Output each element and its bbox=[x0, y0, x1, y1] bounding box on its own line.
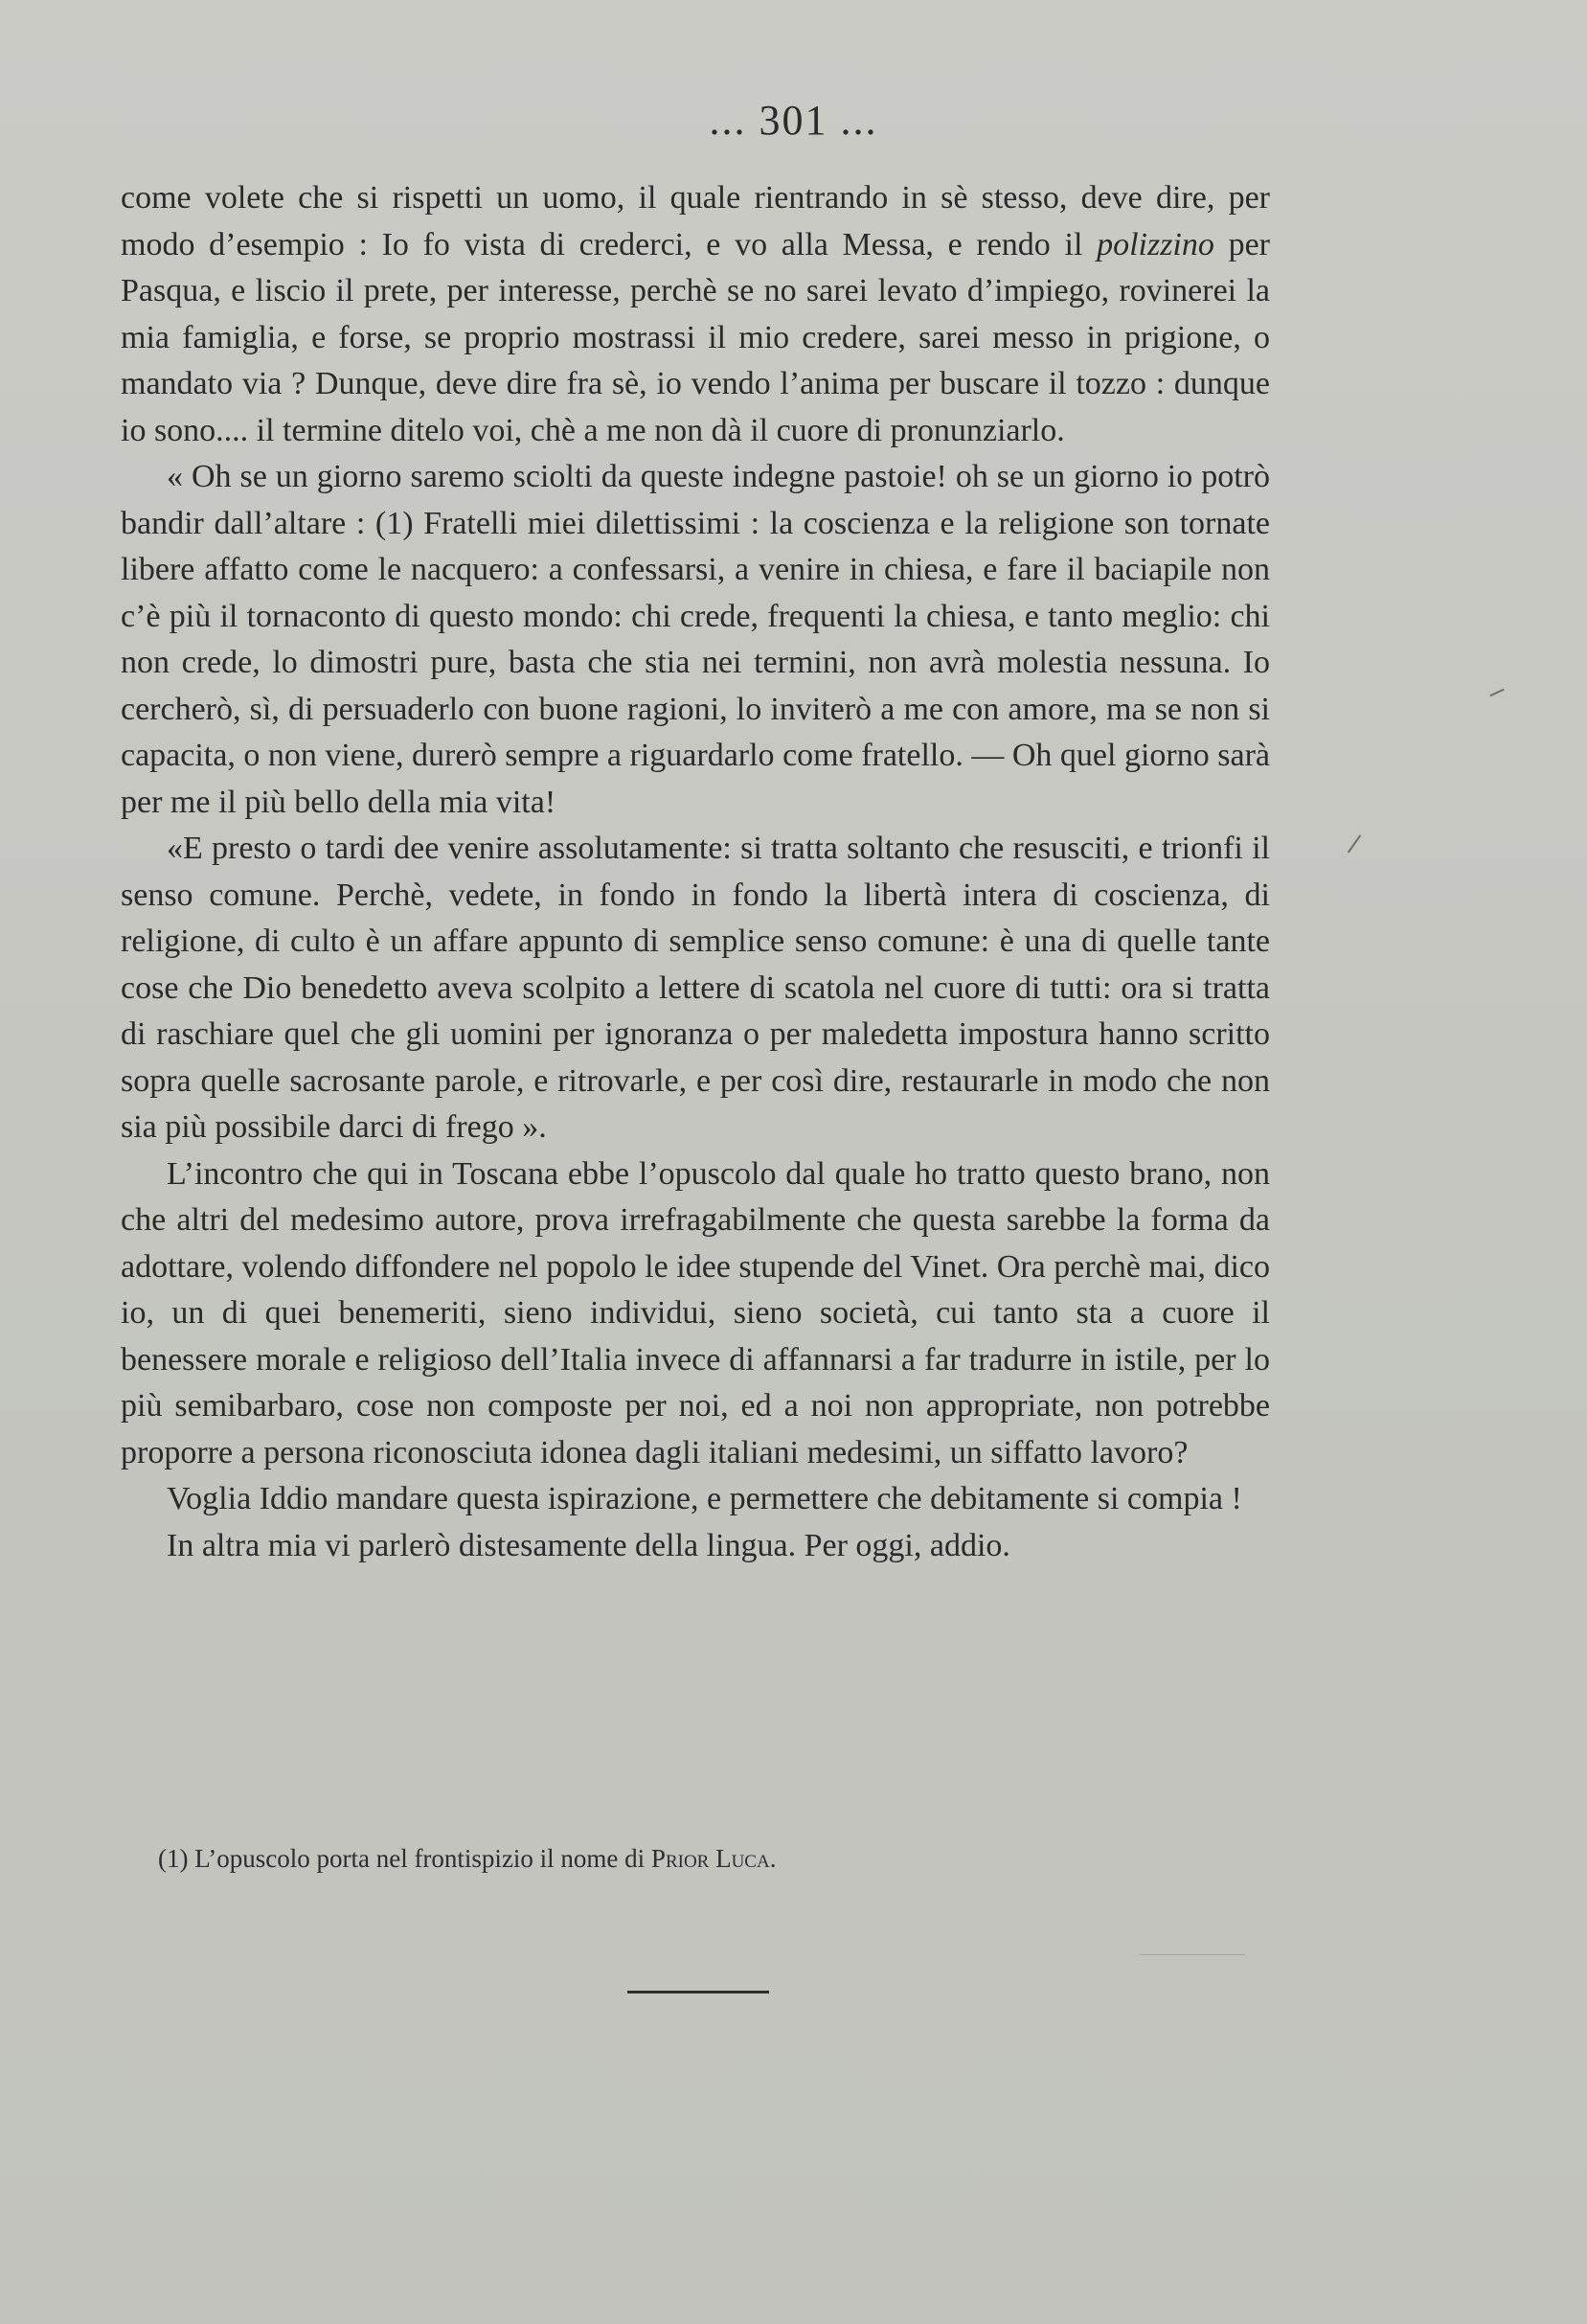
paragraph bbox=[121, 454, 1270, 826]
text-run: come volete che si rispetti un uomo, il quale rientrando in sè stesso, deve dire, per modo d’esempio : Io fo vista di crederci, e vo alla Messa, e rendo il bbox=[121, 180, 1270, 262]
paper-mark bbox=[1489, 689, 1504, 697]
italic-word: polizzino bbox=[1097, 226, 1214, 262]
paper-mark bbox=[1140, 1954, 1245, 1955]
paper-mark bbox=[1348, 834, 1361, 853]
footnote bbox=[158, 1844, 1269, 1874]
paragraph bbox=[121, 175, 1270, 454]
page-number: ... 301 ... bbox=[709, 97, 878, 144]
text-run: In altra mia vi parlerò distesamente della lingua. Per oggi, addio. bbox=[167, 1527, 1010, 1563]
paragraph bbox=[121, 1476, 1270, 1523]
footnote-text: L’opuscolo porta nel frontispizio il nome di bbox=[188, 1844, 651, 1873]
paragraph bbox=[121, 826, 1270, 1151]
paragraph bbox=[121, 1151, 1270, 1477]
footnote-end: . bbox=[769, 1844, 777, 1873]
end-rule bbox=[627, 1991, 769, 1994]
text-run: Voglia Iddio mandare questa ispirazione, e permettere che debitamente si compia ! bbox=[167, 1481, 1242, 1516]
footnote-marker: (1) bbox=[158, 1844, 189, 1873]
paragraph bbox=[121, 1523, 1270, 1570]
footnote-author-name: Prior Luca bbox=[650, 1844, 770, 1873]
text-run: « Oh se un giorno saremo sciolti da queste indegne pastoie! oh se un giorno io potrò bandir dall’altare : (1) Fratelli miei dilettissimi : la coscienza e la religione son tornate libere affatto come le nacquero: a confessarsi, a venire in chiesa, e fare il baciapile non c’è più il tornaconto di questo mondo: chi crede, frequenti la chiesa, e tanto meglio: chi non crede, lo dimostri pure, basta che stia nei termini, non avrà molestia nessuna. Io cercherò, sì, di persuaderlo con buone ragioni, lo inviterò a me con amore, ma se non si capacita, o non viene, durerò sempre a riguardarlo come fratello. — Oh quel giorno sarà per me il più bello della mia vita! bbox=[121, 459, 1270, 820]
text-run: L’incontro che qui in Toscana ebbe l’opuscolo dal quale ho tratto questo brano, non che altri del medesimo autore, prova irrefragabilmente che questa sarebbe la forma da adottare, volendo diffondere nel popolo le idee stupende del Vinet. Ora perchè mai, dico io, un di quei benemeriti, sieno individui, sieno società, cui tanto sta a cuore il benessere morale e religioso dell’Italia invece di affannarsi a far tradurre in istile, per lo più semibarbaro, cose non composte per noi, ed a noi non appropriate, non potrebbe proporre a persona riconosciuta idonea dagli italiani medesimi, un siffatto lavoro? bbox=[121, 1155, 1270, 1470]
text-run: per Pasqua, e liscio il prete, per interesse, perchè se no sarei levato d’impiego, rovinerei la mia famiglia, e forse, se proprio mostrassi il mio credere, sarei messo in prigione, o mandato via ? Dunque, deve dire fra sè, io vendo l’anima per buscare il tozzo : dunque io sono.... il termine ditelo voi, chè a me non dà il cuore di pronunziarlo. bbox=[121, 226, 1270, 448]
text-run: «E presto o tardi dee venire assolutamente: si tratta soltanto che resusciti, e trionfi il senso comune. Perchè, vedete, in fondo in fondo la libertà intera di coscienza, di religione, di culto è un affare appunto di semplice senso comune: è una di quelle tante cose che Dio benedetto aveva scolpito a lettere di scatola nel cuore di tutti: ora si tratta di raschiare quel che gli uomini per ignoranza o per maledetta impostura hanno scritto sopra quelle sacrosante parole, e ritrovarle, e per così dire, restaurarle in modo che non sia più possibile darci di frego ». bbox=[121, 831, 1270, 1145]
body-text bbox=[121, 175, 1270, 1569]
